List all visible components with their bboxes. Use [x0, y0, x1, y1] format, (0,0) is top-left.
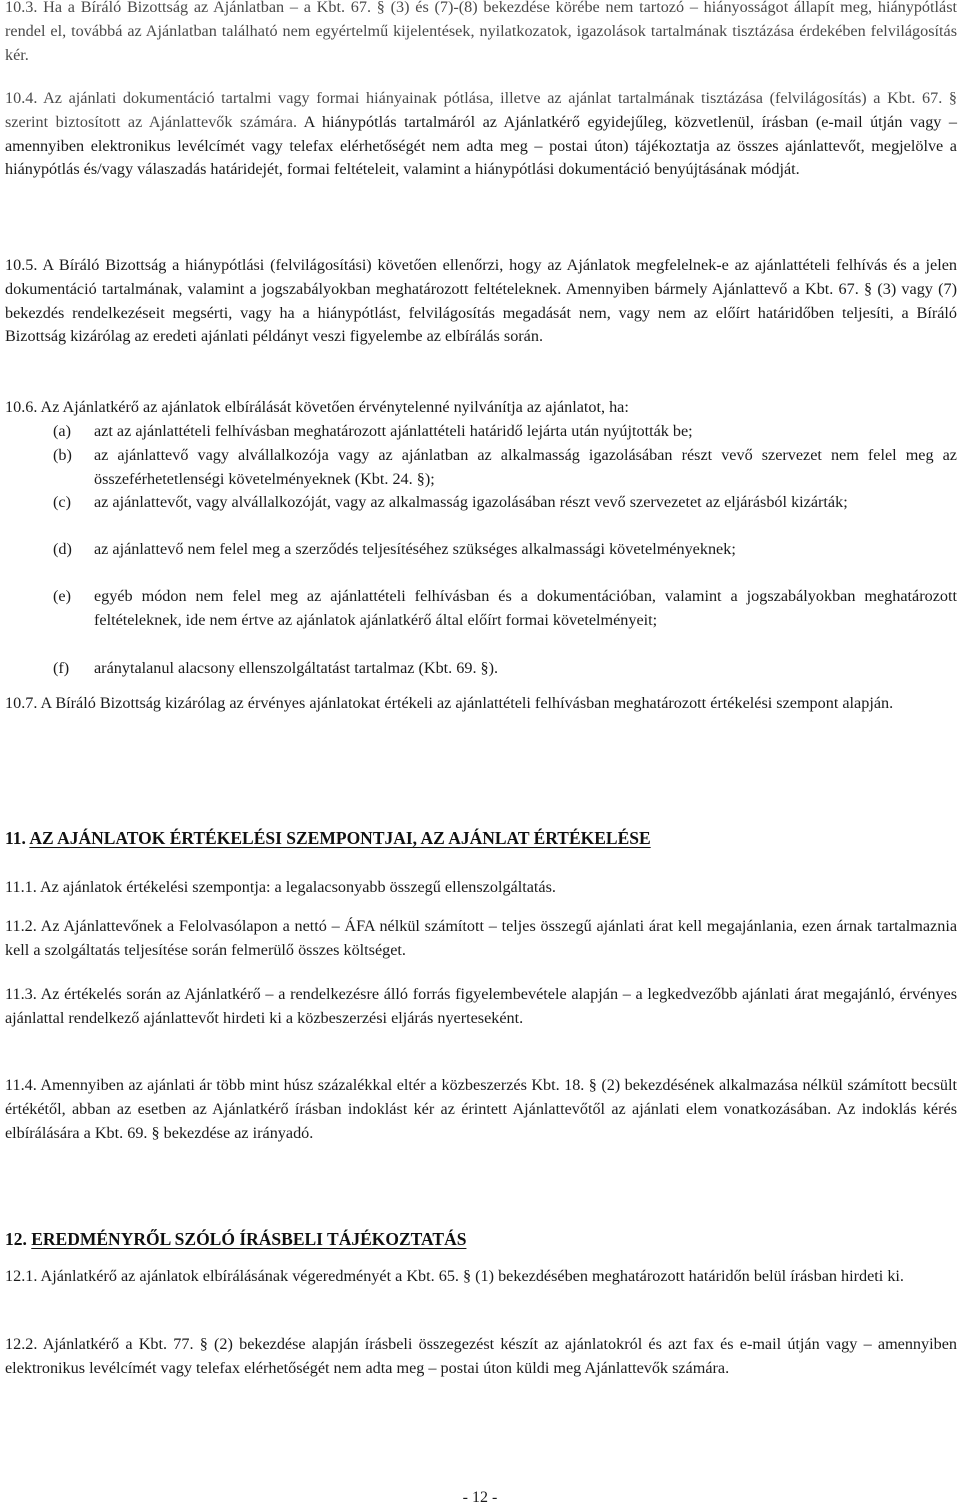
section-number: 11.4. [5, 1076, 37, 1094]
paragraph-text: Az Ajánlattevőnek a Felolvasólapon a nettó – ÁFA nélkül számított – teljes összegű ajánlati árat kell megajánlania, ezen árnak tartalmaznia kell a szolgáltatás teljesítése során felmerülő összes költséget. [5, 917, 958, 959]
paragraph-text-grey: Az ajánlati dokumentáció tartalmi vagy formai hiányainak pótlása, illetve az ajánlat tartalmának tisztázása (felvilágosítás) a Kbt. 67. § szerint biztosított az Ajánlattevők számára. [5, 89, 958, 131]
list-item-label: (a) [53, 422, 71, 440]
section-number: 11.2. [5, 917, 37, 935]
paragraph-10-6 [5, 396, 957, 420]
paragraph-text: Ajánlatkérő a Kbt. 77. § (2) bekezdése alapján írásbeli összegezést készít az ajánlatokról és azt fax és e-mail útján vagy – amennyiben elektronikus levélcímét vagy telefax elérhetőségét nem adta meg – postai úton küldi meg Ajánlattevők számára. [5, 1335, 957, 1377]
paragraph-text: Amennyiben az ajánlati ár több mint húsz százalékkal eltér a közbeszerzés Kbt. 18. § (2) bekezdésének alkalmazása nélkül számított becsült értékétől, abban az esetben az Ajánlatkérő írásban indoklást kér az érintett Ajánlattevőtől az ajánlati elem vonatkozásában. Az indoklás kérés elbírálására a Kbt. 69. § bekezdése az irányadó. [5, 1076, 957, 1142]
paragraph-11-3 [5, 983, 957, 1031]
paragraph-10-4 [5, 87, 957, 182]
heading-title: AZ AJÁNLATOK ÉRTÉKELÉSI SZEMPONTJAI, AZ AJÁNLAT ÉRTÉKELÉSE [29, 828, 651, 848]
section-number: 10.5. [5, 256, 38, 274]
heading-number: 11. [5, 828, 26, 848]
section-number: 11.1. [5, 878, 37, 896]
heading-number: 12. [5, 1229, 27, 1249]
paragraph-10-5 [5, 254, 957, 349]
list-item-text: az ajánlattevő vagy alvállalkozója vagy az ajánlatban az alkalmasság igazolásában részt vevő szervezet nem felel meg az összeférhetetlenségi követelményeknek (Kbt. 24. §); [94, 446, 957, 488]
heading-title: EREDMÉNYRŐL SZÓLÓ ÍRÁSBELI TÁJÉKOZTATÁS [31, 1229, 467, 1249]
paragraph-10-7 [5, 692, 957, 716]
paragraph-text: Az Ajánlatkérő az ajánlatok elbírálását követően érvénytelenné nyilvánítja az ajánlatot, ha: [40, 398, 629, 416]
list-item-text: aránytalanul alacsony ellenszolgáltatást tartalmaz (Kbt. 69. §). [94, 659, 499, 677]
paragraph-text: Az ajánlatok értékelési szempontja: a legalacsonyabb összegű ellenszolgáltatás. [39, 878, 556, 896]
section-number: 10.6. [5, 398, 38, 416]
list-item [5, 585, 957, 633]
list-item-text: az ajánlattevő nem felel meg a szerződés teljesítéséhez szükséges alkalmassági követelményeknek; [94, 540, 736, 558]
list-item [5, 491, 957, 515]
paragraph-12-1 [5, 1265, 957, 1289]
list-item-label: (b) [53, 446, 72, 464]
paragraph-11-1 [5, 876, 957, 900]
list-item-label: (f) [53, 659, 70, 677]
list-item-label: (d) [53, 540, 72, 558]
paragraph-text: A Bíráló Bizottság kizárólag az érvényes ajánlatokat értékeli az ajánlattételi felhívásban meghatározott értékelési szempont alapján. [40, 694, 894, 712]
list-item-text: azt az ajánlattételi felhívásban meghatározott ajánlattételi határidő lejárta után nyújtották be; [94, 422, 693, 440]
paragraph-text: A hiánypótlás tartalmáról az Ajánlatkérő egyidejűleg, közvetlenül, írásban (e-mail útján vagy – amennyiben elektronikus levélcímét vagy telefax elérhetőségét nem adta meg – postai úton) tájékoztatja az összes ajánlattevőt, megjelölve a hiánypótlás és/vagy válaszadás határidejét, formai feltételeit, valamint a hiánypótlási dokumentáció benyújtásának módját. [5, 112, 957, 179]
list-item [5, 444, 957, 492]
list-item [5, 538, 957, 562]
section-number: 12.2. [5, 1335, 38, 1353]
list-item [5, 657, 957, 681]
section-number: 11.3. [5, 985, 37, 1003]
paragraph-10-3 [5, 0, 957, 67]
section-number: 12.1. [5, 1267, 38, 1285]
paragraph-11-2 [5, 915, 957, 963]
paragraph-text: Ha a Bíráló Bizottság az Ajánlatban – a Kbt. 67. § (3) és (7)-(8) bekezdése körébe nem tartozó – hiányosságot állapít meg, hiánypótlást rendel el, továbbá az Ajánlatban található nem egyértelmű kijelentések, nyilatkozatok, igazolások tartalmának tisztázása érdekében felvilágosítás kér. [5, 0, 957, 64]
section-heading-12 [5, 1227, 957, 1251]
section-number: 10.3. [5, 0, 38, 16]
section-heading-11 [5, 826, 957, 850]
paragraph-text: Az értékelés során az Ajánlatkérő – a rendelkezésre álló forrás figyelembevétele alapján – a legkedvezőbb ajánlati árat megajánló, érvényes ajánlattal rendelkező ajánlattevőt hirdeti ki a közbeszerzési eljárás nyerteseként. [5, 985, 957, 1027]
section-number: 10.4. [5, 89, 38, 107]
paragraph-11-4 [5, 1074, 957, 1145]
list-item-text: az ajánlattevőt, vagy alvállalkozóját, vagy az alkalmasság igazolásában részt vevő szervezetet az eljárásból kizárták; [94, 493, 848, 511]
list-item [5, 420, 957, 444]
list-item-text: egyéb módon nem felel meg az ajánlattételi felhívásban és a dokumentációban, valamint a jogszabályokban meghatározott feltételeknek, ide nem értve az ajánlatok ajánlatkérő által előírt formai követelményeit; [94, 587, 957, 629]
paragraph-text: Ajánlatkérő az ajánlatok elbírálásának végeredményét a Kbt. 65. § (1) bekezdésében meghatározott határidőn belül írásban hirdeti ki. [40, 1267, 904, 1285]
paragraph-12-2 [5, 1333, 957, 1381]
section-number: 10.7. [5, 694, 38, 712]
list-item-label: (e) [53, 587, 71, 605]
page-number: - 12 - [462, 1489, 498, 1506]
list-item-label: (c) [53, 493, 71, 511]
paragraph-text: A Bíráló Bizottság a hiánypótlási (felvilágosítási) követően ellenőrzi, hogy az Ajánlatok megfelelnek-e az ajánlattételi felhívás és a jelen dokumentáció tartalmának, valamint a jogszabályokban meghatározott feltételeknek. Amennyiben bármely Ajánlattevő a Kbt. 67. § (3) vagy (7) bekezdés rendelkezéseit megsérti, vagy ha a hiánypótlást, felvilágosítás megadását nem, vagy nem az előírt határidőben teljesíti, a Bíráló Bizottság kizárólag az eredeti ajánlati példányt veszi figyelembe az elbírálás során. [5, 256, 958, 346]
